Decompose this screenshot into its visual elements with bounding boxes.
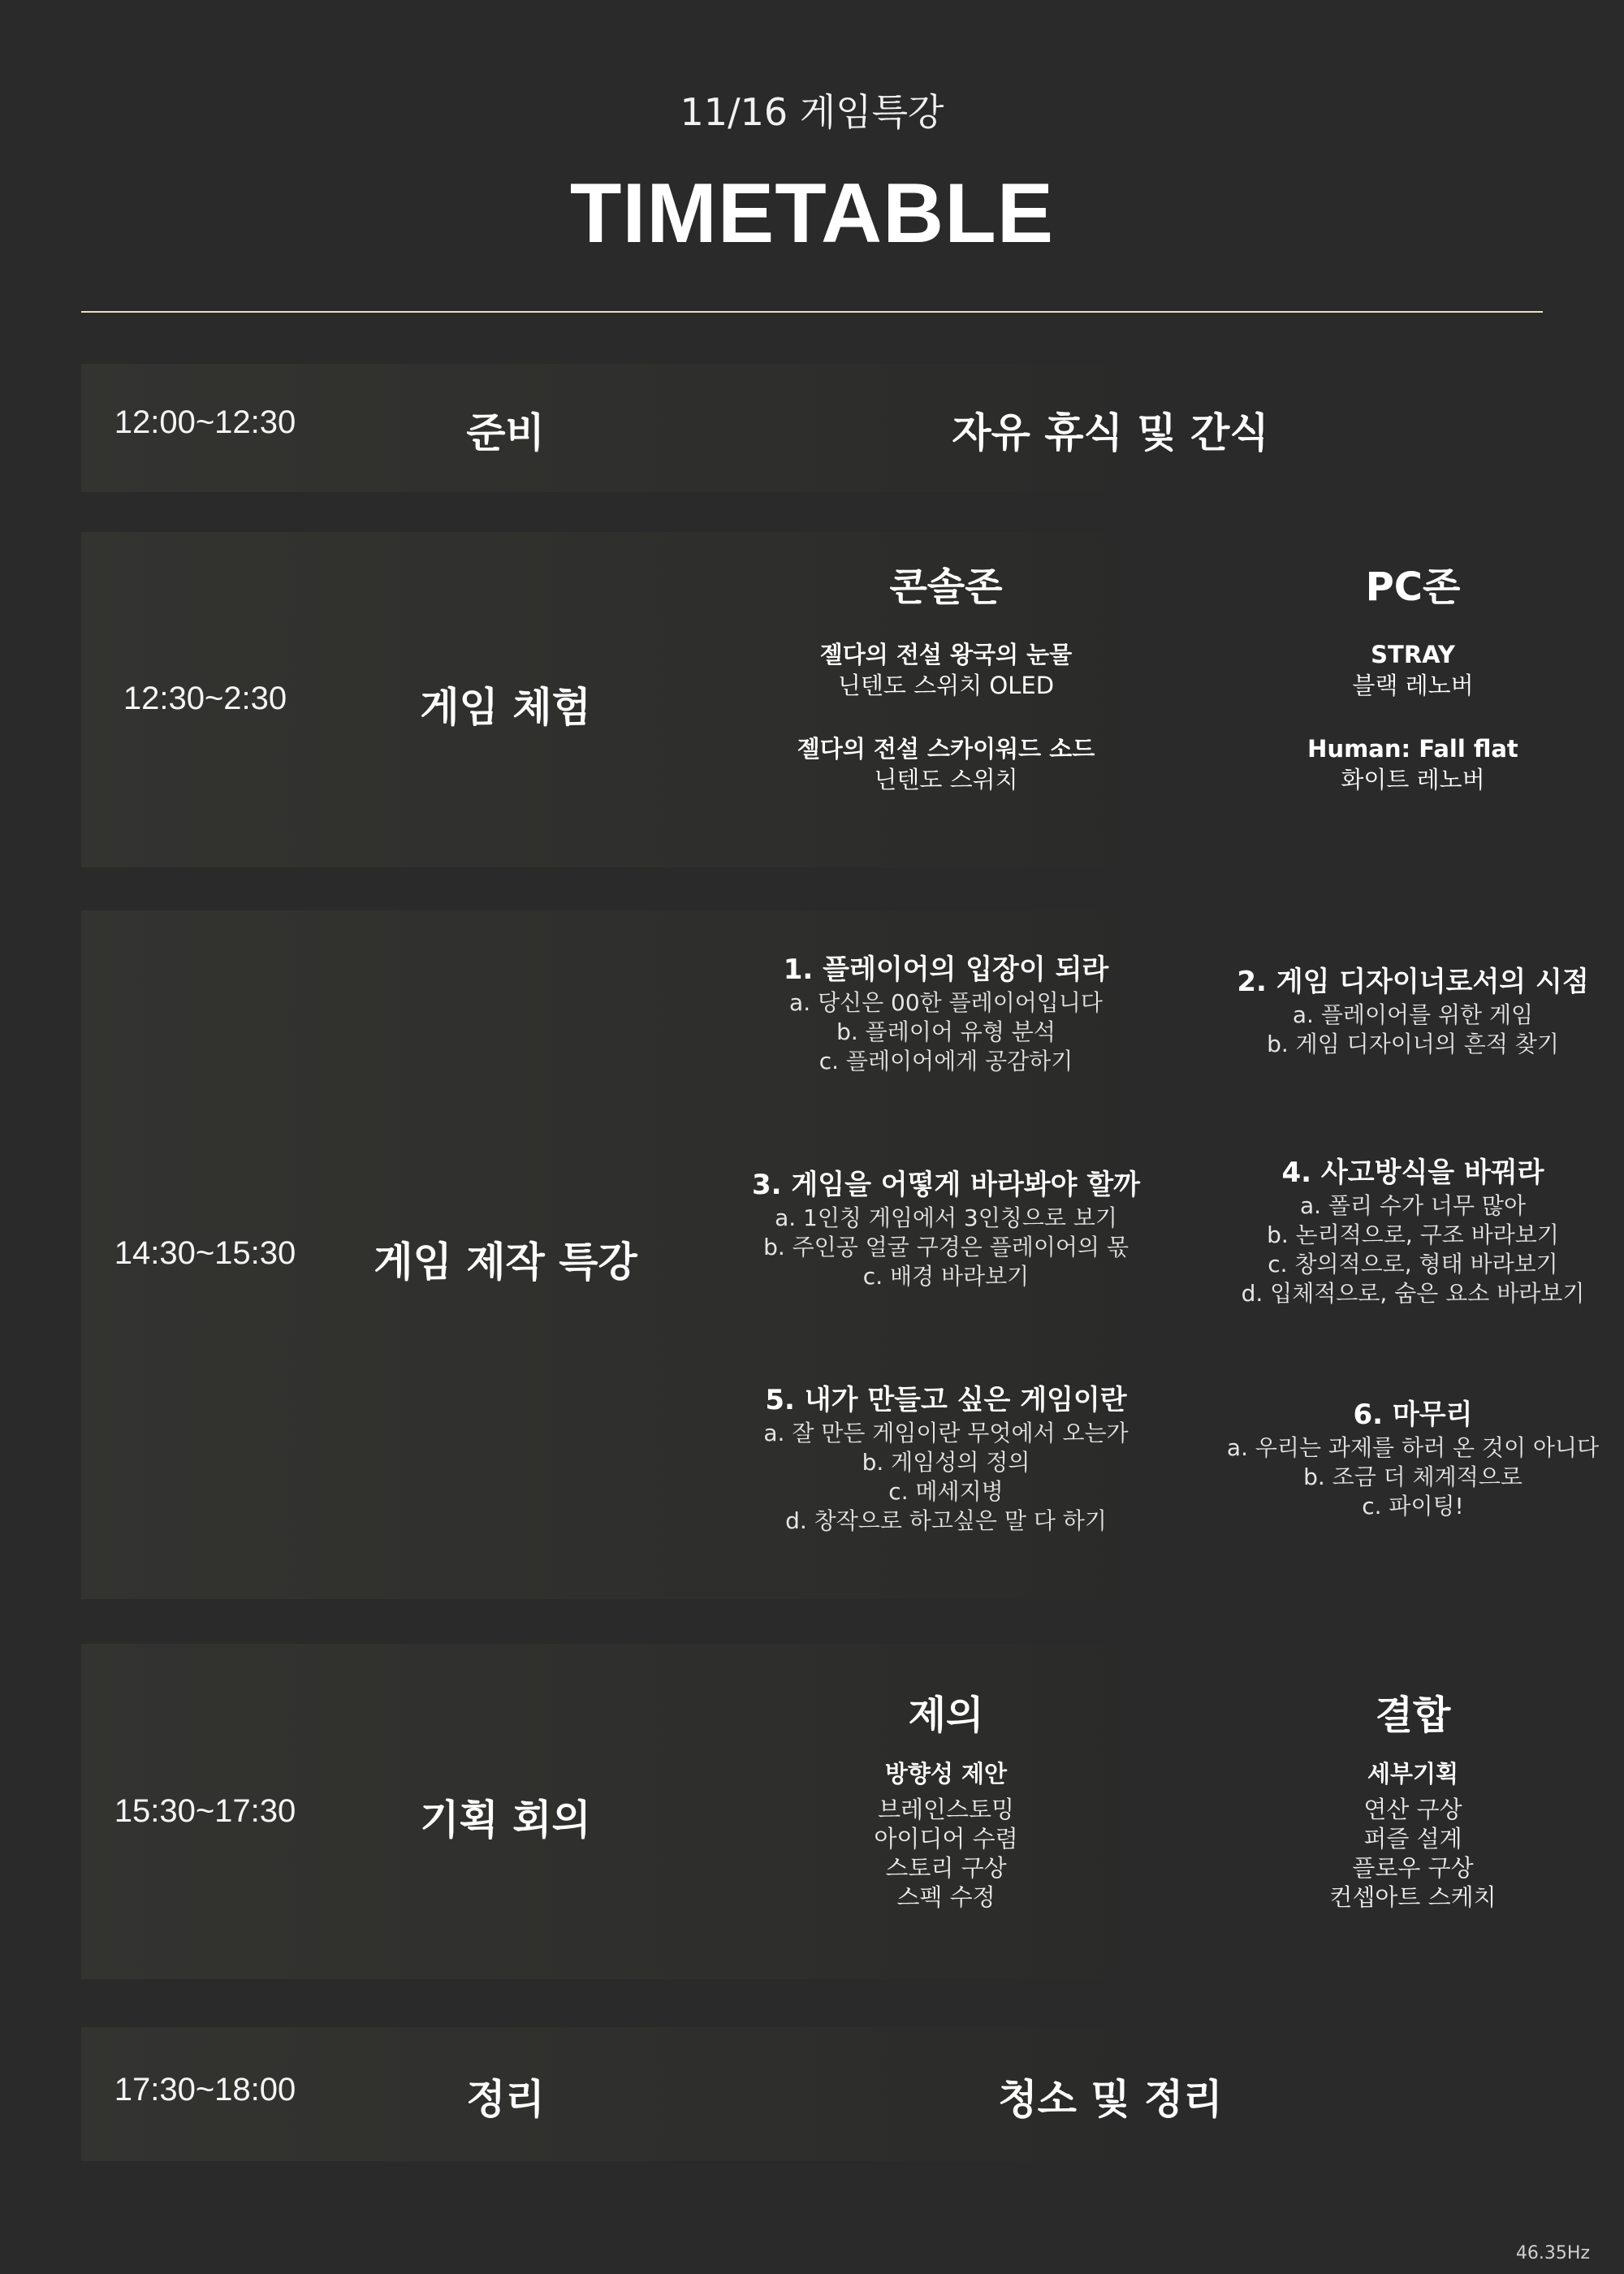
row-category: 게임 제작 특강 bbox=[374, 1239, 637, 1286]
game-title: STRAY bbox=[1371, 641, 1455, 668]
topic-title: 5. 내가 만들고 싶은 게임이란 bbox=[765, 1384, 1127, 1416]
title-divider bbox=[81, 311, 1543, 313]
row-time: 15:30~17:30 bbox=[114, 1793, 296, 1829]
planning-combination bbox=[1202, 1691, 1624, 1912]
section-item: 아이디어 수렴 bbox=[874, 1825, 1018, 1852]
zone-heading: 콘솔존 bbox=[889, 564, 1003, 610]
topic-item: b. 게임 디자이너의 흔적 찾기 bbox=[1267, 1031, 1559, 1057]
row-time: 14:30~15:30 bbox=[114, 1235, 296, 1271]
game-title: Human: Fall flat bbox=[1307, 735, 1518, 763]
game-title: 젤다의 전설 왕국의 눈물 bbox=[819, 641, 1073, 668]
schedule-row-game-experience bbox=[81, 532, 1543, 867]
section-item: 스펙 수정 bbox=[896, 1883, 996, 1911]
section-item: 플로우 구상 bbox=[1352, 1854, 1474, 1882]
topic-item: b. 게임성의 정의 bbox=[862, 1449, 1030, 1476]
game-title: 젤다의 전설 스카이워드 소드 bbox=[797, 735, 1095, 763]
lecture-topic-5 bbox=[662, 1381, 1230, 1536]
game-device: 닌텐도 스위치 bbox=[874, 766, 1018, 793]
topic-item: b. 조금 더 체계적으로 bbox=[1303, 1463, 1522, 1490]
schedule-row-prep bbox=[81, 364, 1543, 492]
row-category: 게임 체험 bbox=[420, 684, 591, 731]
schedule-row-cleanup bbox=[81, 2027, 1543, 2161]
topic-item: b. 주인공 얼굴 구경은 플레이어의 몫 bbox=[763, 1234, 1129, 1260]
section-item: 스토리 구상 bbox=[885, 1854, 1007, 1882]
topic-item: c. 플레이어에게 공감하기 bbox=[818, 1048, 1073, 1074]
row-content: 청소 및 정리 bbox=[998, 2076, 1223, 2123]
planning-proposal bbox=[662, 1691, 1230, 1912]
section-subheading: 방향성 제안 bbox=[884, 1760, 1008, 1788]
pc-zone bbox=[1202, 563, 1624, 795]
row-category: 기획 회의 bbox=[420, 1796, 591, 1844]
page-title: TIMETABLE bbox=[569, 166, 1055, 261]
row-category: 정리 bbox=[466, 2076, 545, 2123]
topic-title: 2. 게임 디자이너로서의 시점 bbox=[1237, 966, 1589, 998]
topic-item: a. 플레이어를 위한 게임 bbox=[1292, 1001, 1534, 1028]
topic-item: a. 우리는 과제를 하러 온 것이 아니다 bbox=[1226, 1434, 1600, 1461]
lecture-topic-1 bbox=[662, 951, 1230, 1076]
game-device: 화이트 레노버 bbox=[1341, 766, 1485, 793]
topic-title: 1. 플레이어의 입장이 되라 bbox=[783, 953, 1109, 986]
console-zone bbox=[662, 563, 1230, 795]
lecture-topic-3 bbox=[662, 1166, 1230, 1291]
topic-item: d. 입체적으로, 숨은 요소 바라보기 bbox=[1241, 1280, 1585, 1307]
section-item: 브레인스토밍 bbox=[877, 1796, 1015, 1823]
schedule-row-planning bbox=[81, 1644, 1543, 1979]
row-time: 12:00~12:30 bbox=[114, 404, 296, 440]
row-time: 12:30~2:30 bbox=[123, 681, 287, 716]
topic-item: c. 메세지병 bbox=[888, 1478, 1004, 1505]
topic-item: a. 당신은 00한 플레이어입니다 bbox=[789, 989, 1103, 1016]
section-heading: 결합 bbox=[1375, 1693, 1451, 1738]
topic-item: b. 플레이어 유형 분석 bbox=[836, 1018, 1056, 1045]
section-item: 연산 구상 bbox=[1363, 1796, 1462, 1823]
section-item: 컨셉아트 스케치 bbox=[1329, 1883, 1497, 1911]
zone-heading: PC존 bbox=[1365, 564, 1461, 610]
topic-item: a. 폴리 수가 너무 많아 bbox=[1299, 1192, 1527, 1219]
topic-title: 4. 사고방식을 바꿔라 bbox=[1281, 1156, 1544, 1189]
row-content: 자유 휴식 및 간식 bbox=[952, 409, 1269, 456]
topic-item: c. 창의적으로, 형태 바라보기 bbox=[1268, 1251, 1558, 1278]
row-time: 17:30~18:00 bbox=[114, 2072, 296, 2108]
lecture-topic-4 bbox=[1202, 1154, 1624, 1308]
event-subtitle: 11/16 게임특강 bbox=[680, 90, 944, 134]
schedule-row-lecture bbox=[81, 910, 1600, 1599]
topic-title: 6. 마무리 bbox=[1353, 1399, 1473, 1431]
lecture-topic-6 bbox=[1202, 1396, 1624, 1521]
topic-title: 3. 게임을 어떻게 바라봐야 할까 bbox=[751, 1169, 1141, 1201]
lecture-topic-2 bbox=[1202, 963, 1624, 1059]
section-subheading: 세부기획 bbox=[1367, 1760, 1459, 1788]
topic-item: d. 창작으로 하고싶은 말 다 하기 bbox=[785, 1507, 1107, 1534]
section-item: 퍼즐 설계 bbox=[1363, 1825, 1462, 1852]
topic-item: a. 1인칭 게임에서 3인칭으로 보기 bbox=[775, 1204, 1117, 1231]
topic-item: c. 배경 바라보기 bbox=[862, 1263, 1030, 1290]
topic-item: b. 논리적으로, 구조 바라보기 bbox=[1267, 1221, 1559, 1248]
topic-item: c. 파이팅! bbox=[1362, 1493, 1464, 1520]
game-device: 블랙 레노버 bbox=[1352, 672, 1474, 699]
topic-item: a. 잘 만든 게임이란 무엇에서 오는가 bbox=[763, 1420, 1129, 1446]
game-device: 닌텐도 스위치 OLED bbox=[837, 672, 1055, 699]
section-heading: 제의 bbox=[908, 1693, 984, 1738]
row-category: 준비 bbox=[466, 409, 545, 456]
footer-credit: 46.35Hz bbox=[1515, 2243, 1590, 2263]
